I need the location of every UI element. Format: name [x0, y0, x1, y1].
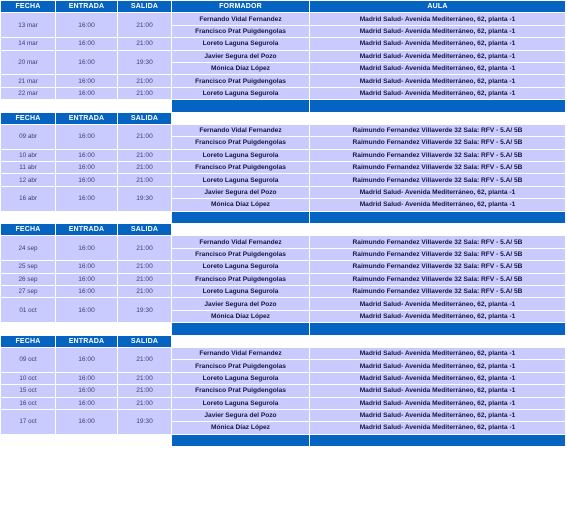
- trainer-cell: Loreto Laguna Segurola: [172, 87, 310, 99]
- entry-time-cell: 16:00: [56, 75, 118, 87]
- header-entrada: ENTRADA: [56, 335, 118, 347]
- header-fecha: FECHA: [1, 112, 56, 124]
- separator-bar: [172, 434, 310, 446]
- trainer-cell: Loreto Laguna Segurola: [172, 397, 310, 409]
- separator-bar: [310, 434, 566, 446]
- header-entrada: ENTRADA: [56, 1, 118, 13]
- table-row: [1, 385, 566, 397]
- exit-time-cell: 21:00: [118, 273, 172, 285]
- exit-time-cell: 21:00: [118, 347, 172, 372]
- entry-time-cell: 16:00: [56, 124, 118, 149]
- classroom-cell: Madrid Salud- Avenida Mediterráneo, 62, planta -1: [310, 310, 566, 322]
- exit-time-cell: 21:00: [118, 38, 172, 50]
- separator-cell: [56, 323, 118, 335]
- exit-time-cell: 21:00: [118, 397, 172, 409]
- separator-cell: [118, 100, 172, 112]
- separator-cell: [1, 323, 56, 335]
- entry-time-cell: 16:00: [56, 87, 118, 99]
- exit-time-cell: 21:00: [118, 385, 172, 397]
- entry-time-cell: 16:00: [56, 261, 118, 273]
- trainer-cell: Francisco Prat Puigdengolas: [172, 273, 310, 285]
- header-fecha: FECHA: [1, 224, 56, 236]
- entry-time-cell: 16:00: [56, 273, 118, 285]
- classroom-cell: Raimundo Fernandez Villaverde 32 Sala: RFV - 5.A/ 5B: [310, 137, 566, 149]
- table-row: [1, 409, 566, 421]
- date-cell: 25 sep: [1, 261, 56, 273]
- table-row: [1, 162, 566, 174]
- separator-cell: [56, 100, 118, 112]
- classroom-cell: Madrid Salud- Avenida Mediterráneo, 62, planta -1: [310, 347, 566, 359]
- table-row: [1, 50, 566, 62]
- entry-time-cell: 16:00: [56, 372, 118, 384]
- date-cell: 10 oct: [1, 372, 56, 384]
- classroom-cell: Madrid Salud- Avenida Mediterráneo, 62, planta -1: [310, 186, 566, 198]
- trainer-cell: Fernando Vidal Fernandez: [172, 13, 310, 25]
- exit-time-cell: 21:00: [118, 162, 172, 174]
- trainer-cell: Mónica Díaz López: [172, 199, 310, 211]
- separator-cell: [1, 434, 56, 446]
- trainer-cell: Francisco Prat Puigdengolas: [172, 25, 310, 37]
- separator-bar: [172, 211, 310, 223]
- classroom-cell: Madrid Salud- Avenida Mediterráneo, 62, planta -1: [310, 199, 566, 211]
- classroom-cell: Madrid Salud- Avenida Mediterráneo, 62, planta -1: [310, 50, 566, 62]
- date-cell: 12 abr: [1, 174, 56, 186]
- date-cell: 20 mar: [1, 50, 56, 75]
- classroom-cell: Raimundo Fernandez Villaverde 32 Sala: RFV - 5.A/ 5B: [310, 273, 566, 285]
- entry-time-cell: 16:00: [56, 186, 118, 211]
- date-cell: 10 abr: [1, 149, 56, 161]
- classroom-cell: Raimundo Fernandez Villaverde 32 Sala: RFV - 5.A/ 5B: [310, 236, 566, 248]
- header-aula: AULA: [310, 1, 566, 13]
- date-cell: 13 mar: [1, 13, 56, 38]
- exit-time-cell: 21:00: [118, 149, 172, 161]
- header-fecha: FECHA: [1, 1, 56, 13]
- trainer-cell: Fernando Vidal Fernandez: [172, 347, 310, 359]
- exit-time-cell: 21:00: [118, 87, 172, 99]
- date-cell: 15 oct: [1, 385, 56, 397]
- table-row: [1, 347, 566, 359]
- trainer-cell: Francisco Prat Puigdengolas: [172, 248, 310, 260]
- trainer-cell: Francisco Prat Puigdengolas: [172, 385, 310, 397]
- table-row: [1, 124, 566, 136]
- exit-time-cell: 21:00: [118, 124, 172, 149]
- trainer-cell: Mónica Díaz López: [172, 310, 310, 322]
- classroom-cell: Raimundo Fernandez Villaverde 32 Sala: RFV - 5.A/ 5B: [310, 248, 566, 260]
- trainer-cell: Loreto Laguna Segurola: [172, 372, 310, 384]
- date-cell: 09 abr: [1, 124, 56, 149]
- separator-bar: [310, 100, 566, 112]
- trainer-cell: Loreto Laguna Segurola: [172, 285, 310, 297]
- header-entrada: ENTRADA: [56, 224, 118, 236]
- table-row: [1, 298, 566, 310]
- classroom-cell: Madrid Salud- Avenida Mediterráneo, 62, planta -1: [310, 409, 566, 421]
- header-row: [1, 335, 566, 347]
- table-row: [1, 261, 566, 273]
- separator-row: [1, 434, 566, 446]
- table-row: [1, 372, 566, 384]
- exit-time-cell: 21:00: [118, 236, 172, 261]
- classroom-cell: Madrid Salud- Avenida Mediterráneo, 62, planta -1: [310, 385, 566, 397]
- exit-time-cell: 21:00: [118, 285, 172, 297]
- header-salida: SALIDA: [118, 224, 172, 236]
- header-cell-empty: [310, 112, 566, 124]
- classroom-cell: Madrid Salud- Avenida Mediterráneo, 62, planta -1: [310, 397, 566, 409]
- classroom-cell: Madrid Salud- Avenida Mediterráneo, 62, planta -1: [310, 75, 566, 87]
- entry-time-cell: 16:00: [56, 397, 118, 409]
- table-row: [1, 273, 566, 285]
- classroom-cell: Madrid Salud- Avenida Mediterráneo, 62, planta -1: [310, 372, 566, 384]
- classroom-cell: Raimundo Fernandez Villaverde 32 Sala: RFV - 5.A/ 5B: [310, 285, 566, 297]
- date-cell: 21 mar: [1, 75, 56, 87]
- classroom-cell: Madrid Salud- Avenida Mediterráneo, 62, planta -1: [310, 422, 566, 434]
- trainer-cell: Francisco Prat Puigdengolas: [172, 75, 310, 87]
- separator-cell: [56, 211, 118, 223]
- separator-bar: [310, 323, 566, 335]
- table-row: [1, 38, 566, 50]
- separator-row: [1, 100, 566, 112]
- trainer-cell: Fernando Vidal Fernandez: [172, 124, 310, 136]
- header-salida: SALIDA: [118, 112, 172, 124]
- entry-time-cell: 16:00: [56, 13, 118, 38]
- date-cell: 27 sep: [1, 285, 56, 297]
- entry-time-cell: 16:00: [56, 285, 118, 297]
- table-row: [1, 13, 566, 25]
- table-row: [1, 174, 566, 186]
- classroom-cell: Raimundo Fernandez Villaverde 32 Sala: RFV - 5.A/ 5B: [310, 124, 566, 136]
- classroom-cell: Madrid Salud- Avenida Mediterráneo, 62, planta -1: [310, 25, 566, 37]
- trainer-cell: Francisco Prat Puigdengolas: [172, 137, 310, 149]
- table-row: [1, 186, 566, 198]
- classroom-cell: Madrid Salud- Avenida Mediterráneo, 62, planta -1: [310, 38, 566, 50]
- date-cell: 11 abr: [1, 162, 56, 174]
- date-cell: 16 oct: [1, 397, 56, 409]
- table-row: [1, 87, 566, 99]
- entry-time-cell: 16:00: [56, 347, 118, 372]
- exit-time-cell: 21:00: [118, 75, 172, 87]
- table-row: [1, 75, 566, 87]
- exit-time-cell: 19:30: [118, 298, 172, 323]
- separator-bar: [172, 100, 310, 112]
- classroom-cell: Madrid Salud- Avenida Mediterráneo, 62, planta -1: [310, 13, 566, 25]
- exit-time-cell: 21:00: [118, 174, 172, 186]
- date-cell: 17 oct: [1, 409, 56, 434]
- separator-row: [1, 323, 566, 335]
- exit-time-cell: 19:30: [118, 186, 172, 211]
- entry-time-cell: 16:00: [56, 50, 118, 75]
- separator-cell: [56, 434, 118, 446]
- classroom-cell: Madrid Salud- Avenida Mediterráneo, 62, planta -1: [310, 360, 566, 372]
- separator-cell: [118, 323, 172, 335]
- header-fecha: FECHA: [1, 335, 56, 347]
- separator-cell: [118, 434, 172, 446]
- date-cell: 22 mar: [1, 87, 56, 99]
- entry-time-cell: 16:00: [56, 174, 118, 186]
- header-cell-empty: [310, 224, 566, 236]
- header-row: [1, 1, 566, 13]
- table-row: [1, 285, 566, 297]
- separator-cell: [1, 211, 56, 223]
- header-cell-empty: [172, 224, 310, 236]
- classroom-cell: Madrid Salud- Avenida Mediterráneo, 62, planta -1: [310, 298, 566, 310]
- classroom-cell: Madrid Salud- Avenida Mediterráneo, 62, planta -1: [310, 62, 566, 74]
- header-row: [1, 112, 566, 124]
- date-cell: 26 sep: [1, 273, 56, 285]
- exit-time-cell: 19:30: [118, 409, 172, 434]
- entry-time-cell: 16:00: [56, 149, 118, 161]
- trainer-cell: Loreto Laguna Segurola: [172, 261, 310, 273]
- header-row: [1, 224, 566, 236]
- trainer-cell: Javier Segura del Pozo: [172, 186, 310, 198]
- date-cell: 14 mar: [1, 38, 56, 50]
- table-row: [1, 397, 566, 409]
- separator-bar: [172, 323, 310, 335]
- header-salida: SALIDA: [118, 1, 172, 13]
- separator-row: [1, 211, 566, 223]
- classroom-cell: Raimundo Fernandez Villaverde 32 Sala: RFV - 5.A/ 5B: [310, 174, 566, 186]
- header-salida: SALIDA: [118, 335, 172, 347]
- trainer-cell: Mónica Díaz López: [172, 62, 310, 74]
- exit-time-cell: 21:00: [118, 372, 172, 384]
- table-row: [1, 149, 566, 161]
- table-row: [1, 236, 566, 248]
- trainer-cell: Fernando Vidal Fernandez: [172, 236, 310, 248]
- trainer-cell: Javier Segura del Pozo: [172, 298, 310, 310]
- entry-time-cell: 16:00: [56, 409, 118, 434]
- entry-time-cell: 16:00: [56, 298, 118, 323]
- header-formador: FORMADOR: [172, 1, 310, 13]
- trainer-cell: Loreto Laguna Segurola: [172, 149, 310, 161]
- trainer-cell: Javier Segura del Pozo: [172, 50, 310, 62]
- header-cell-empty: [172, 335, 310, 347]
- date-cell: 24 sep: [1, 236, 56, 261]
- header-entrada: ENTRADA: [56, 112, 118, 124]
- separator-cell: [118, 211, 172, 223]
- entry-time-cell: 16:00: [56, 38, 118, 50]
- date-cell: 01 oct: [1, 298, 56, 323]
- exit-time-cell: 21:00: [118, 13, 172, 38]
- entry-time-cell: 16:00: [56, 236, 118, 261]
- separator-bar: [310, 211, 566, 223]
- trainer-cell: Mónica Díaz López: [172, 422, 310, 434]
- exit-time-cell: 21:00: [118, 261, 172, 273]
- trainer-cell: Loreto Laguna Segurola: [172, 38, 310, 50]
- date-cell: 16 abr: [1, 186, 56, 211]
- date-cell: 09 oct: [1, 347, 56, 372]
- classroom-cell: Raimundo Fernandez Villaverde 32 Sala: RFV - 5.A/ 5B: [310, 261, 566, 273]
- trainer-cell: Francisco Prat Puigdengolas: [172, 162, 310, 174]
- classroom-cell: Madrid Salud- Avenida Mediterráneo, 62, planta -1: [310, 87, 566, 99]
- classroom-cell: Raimundo Fernandez Villaverde 32 Sala: RFV - 5.A/ 5B: [310, 162, 566, 174]
- trainer-cell: Francisco Prat Puigdengolas: [172, 360, 310, 372]
- trainer-cell: Loreto Laguna Segurola: [172, 174, 310, 186]
- trainer-cell: Javier Segura del Pozo: [172, 409, 310, 421]
- entry-time-cell: 16:00: [56, 162, 118, 174]
- entry-time-cell: 16:00: [56, 385, 118, 397]
- header-cell-empty: [172, 112, 310, 124]
- separator-cell: [1, 100, 56, 112]
- classroom-cell: Raimundo Fernandez Villaverde 32 Sala: RFV - 5.A/ 5B: [310, 149, 566, 161]
- exit-time-cell: 19:30: [118, 50, 172, 75]
- header-cell-empty: [310, 335, 566, 347]
